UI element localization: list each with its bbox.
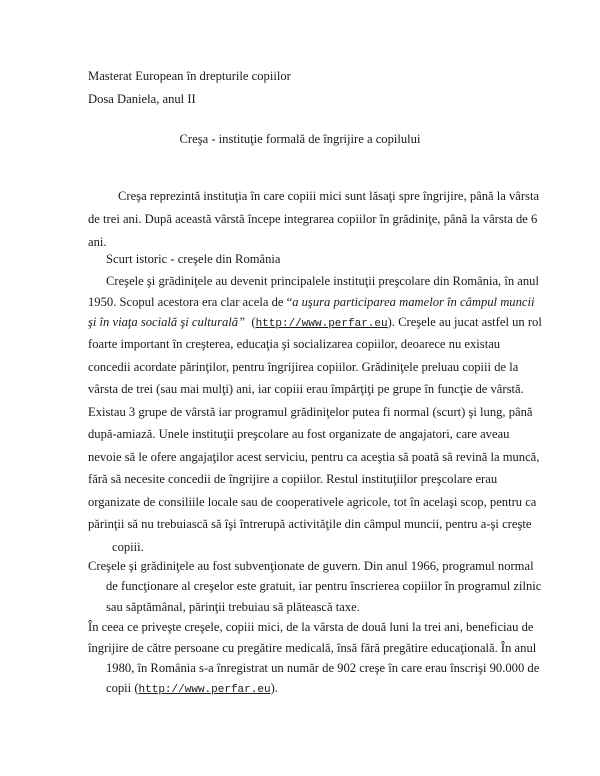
history-line-7: Existau 3 grupe de vârstă iar programul grădiniţelor putea fi normal (scurt) şi lung, până <box>88 405 533 419</box>
header-program: Masterat European în drepturile copiilor <box>88 69 291 83</box>
crese-line-3: 1980, în România s-a înregistrat un număr de 902 creşe în care erau înscrişi 90.000 de <box>106 661 540 675</box>
section-heading: Scurt istoric - creşele din România <box>106 252 281 266</box>
history-line-1: Creşele şi grădiniţele au devenit principalele instituţii preşcolare din România, în anul <box>106 274 539 288</box>
history-quote-end: şi în viaţa socială şi culturală” <box>88 315 246 329</box>
intro-line-2: de trei ani. După această vârstă începe integrarea copiilor în grădiniţe, până la vârsta de 6 <box>88 212 538 226</box>
subsidy-line-1: Creşele şi grădiniţele au fost subvenţionate de guvern. Din anul 1966, programul normal <box>88 559 534 573</box>
history-quote: a uşura participarea mamelor în câmpul muncii <box>292 295 535 309</box>
history-line-12: părinţii să nu trebuiască să îşi întrerupă activităţile din câmpul muncii, pentru a-şi creşte <box>88 517 532 531</box>
source-link-2[interactable]: http://www.perfar.eu <box>138 684 271 696</box>
history-line-6: vârsta de trei (sau mai mulţi) ani, iar copiii erau împărţiţi pe grupe în funcţie de vârstă. <box>88 382 524 396</box>
history-line-11: organizate de consiliile locale sau de cooperativele agricole, tot în acelaşi scop, pentru ca <box>88 495 537 509</box>
history-line-3 <box>88 316 542 330</box>
paren-open: ( <box>251 315 256 329</box>
history-text-after-link: ). Creşele au jucat astfel un rol <box>387 315 542 329</box>
crese-text-end: ). <box>270 681 278 695</box>
history-line-8: după-amiază. Unele instituţii preşcolare au fost organizate de angajatori, care aveau <box>88 427 510 441</box>
crese-line-2: îngrijire de către persoane cu pregătire medicală, însă fără pregătire educaţională. În anul <box>88 641 537 655</box>
history-line-10: fără să necesite concedii de îngrijire a copiilor. Restul instituţiilor preşcolare erau <box>88 472 498 486</box>
history-line-4: foarte important în creşterea, educaţia şi socializarea copiilor, deoarece nu existau <box>88 337 501 351</box>
crese-line-4 <box>106 682 278 696</box>
crese-text: copii ( <box>106 681 139 695</box>
intro-line-1: Creşa reprezintă instituţia în care copiii mici sunt lăsaţi spre îngrijire, până la vârsta <box>118 189 540 203</box>
source-link[interactable]: http://www.perfar.eu <box>255 318 388 330</box>
subsidy-line-3: sau săptămânal, părinţii trebuiau să plătească taxe. <box>106 600 360 614</box>
history-line-2 <box>88 296 534 309</box>
history-line-13: copiii. <box>112 540 144 554</box>
subsidy-line-2: de funcţionare al creşelor este gratuit, iar pentru înscrierea copiilor în programul zilnic <box>106 579 542 593</box>
header-author: Dosa Daniela, anul II <box>88 92 196 106</box>
history-text: 1950. Scopul acestora era clar acela de “ <box>88 295 293 309</box>
document-title: Creşa - instituţie formală de îngrijire a copilului <box>179 132 421 146</box>
history-line-9: nevoie să le ofere angajaţilor acest serviciu, pentru ca aceştia să poată să revină la muncă, <box>88 450 540 464</box>
crese-line-1: În ceea ce priveşte creşele, copiii mici, de la vârsta de două luni la trei ani, beneficiau de <box>88 620 534 634</box>
history-line-5: concedii acordate părinţilor, pentru îngrijirea copiilor. Grădiniţele preluau copiii de la <box>88 360 519 374</box>
intro-line-3: ani. <box>88 235 107 249</box>
